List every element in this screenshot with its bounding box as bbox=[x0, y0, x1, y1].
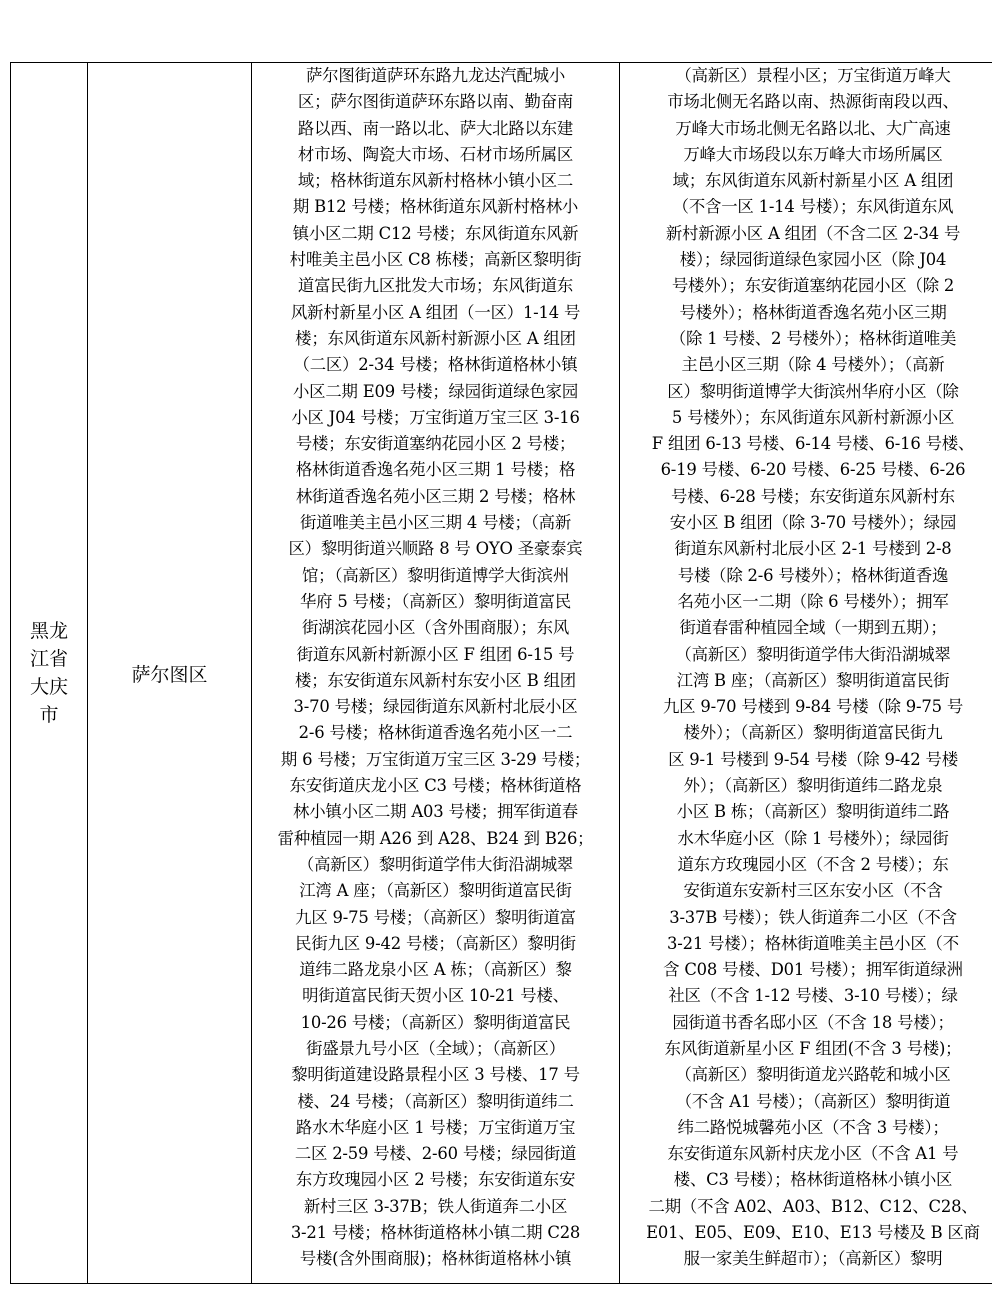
text-line: F 组团 6-13 号楼、6-14 号楼、6-16 号楼、 bbox=[651, 434, 975, 454]
text-line: 二区 2-59 号楼、2-60 号楼；绿园街道 bbox=[294, 1144, 577, 1164]
table-row bbox=[11, 63, 992, 1284]
text-line: 号楼外）；东安街道塞纳花园小区（除 2 bbox=[671, 276, 955, 296]
area-list-column-a bbox=[252, 63, 620, 1284]
text-line: 村唯美主邑小区 C8 栋楼；高新区黎明街 bbox=[289, 250, 582, 270]
text-line: 域；东风街道东风新村新星小区 A 组团 bbox=[672, 171, 954, 191]
text-line: 楼、C3 号楼）；格林街道格林小镇小区 bbox=[673, 1170, 953, 1190]
text-line: 街湖滨花园小区（含外围商服）；东风 bbox=[301, 618, 570, 638]
text-line: 格林街道香逸名苑小区三期 1 号楼；格 bbox=[295, 460, 576, 480]
area-list-column-b bbox=[620, 63, 992, 1284]
text-line: 3-21 号楼；格林街道格林小镇二期 C28 bbox=[290, 1223, 581, 1243]
text-line: 新村新源小区 A 组团（不含二区 2-34 号 bbox=[665, 223, 961, 243]
text-line: 2-6 号楼；格林街道香逸名苑小区一二 bbox=[298, 723, 573, 743]
text-line: 萨尔图街道萨环东路九龙达汽配城小 bbox=[305, 66, 566, 85]
text-line: 外）；（高新区）黎明街道纬二路龙泉 bbox=[683, 776, 943, 796]
text-line: 街道春雷种植园全域（一期到五期）； bbox=[679, 618, 947, 638]
text-line: 服一家美生鲜超市）；（高新区）黎明 bbox=[683, 1249, 943, 1269]
text-line: 名苑小区一二期（除 6 号楼外）；拥军 bbox=[677, 591, 949, 611]
text-line: 民街九区 9-42 号楼；（高新区）黎明街 bbox=[295, 933, 576, 953]
text-line: 期 6 号楼；万宝街道万宝三区 3-29 号楼； bbox=[280, 749, 591, 769]
text-line: 万峰大市场段以东万峰大市场所属区 bbox=[683, 144, 943, 164]
text-line: 东方玫瑰园小区 2 号楼；东安街道东安 bbox=[295, 1170, 576, 1190]
text-line: 楼；东安街道东风新村东安小区 B 组团 bbox=[295, 670, 576, 690]
text-line: 道东方玫瑰园小区（不含 2 号楼）；东 bbox=[677, 854, 949, 874]
text-line: 道富民街九区批发大市场；东风街道东 bbox=[297, 276, 574, 296]
text-line: 江湾 B 座；（高新区）黎明街道富民街 bbox=[676, 670, 950, 690]
text-line: 市场北侧无名路以南、热源街南段以西、 bbox=[667, 92, 959, 112]
text-line: 路水木华庭小区 1 号楼；万宝街道万宝 bbox=[295, 1117, 576, 1137]
text-line: 楼、24 号楼；（高新区）黎明街道纬二 bbox=[297, 1091, 574, 1111]
text-line: 楼；东风街道东风新村新源小区 A 组团 bbox=[295, 328, 576, 348]
text-line: 明街道富民街天贺小区 10-21 号楼、 bbox=[302, 986, 569, 1006]
text-line: 万峰大市场北侧无名路以北、大广高速 bbox=[675, 118, 951, 138]
text-line: 东安街道东风新村庆龙小区（不含 A1 号 bbox=[667, 1144, 959, 1164]
text-line: （高新区）黎明街道学伟大街沿湖城翠 bbox=[675, 644, 951, 664]
text-line: 东安街道庆龙小区 C3 号楼；格林街道格 bbox=[289, 776, 582, 796]
text-line: 水木华庭小区（除 1 号楼外）；绿园街 bbox=[677, 828, 949, 848]
text-line: 楼外）；（高新区）黎明街道富民街九 bbox=[683, 723, 943, 743]
text-line: 雷种植园一期 A26 到 A28、B24 到 B26； bbox=[277, 828, 594, 848]
text-line: 道纬二路龙泉小区 A 栋；（高新区）黎 bbox=[299, 960, 572, 980]
text-line: 路以西、南一路以北、萨大北路以东建 bbox=[297, 118, 574, 138]
text-line: 6-19 号楼、6-20 号楼、6-25 号楼、6-26 bbox=[660, 460, 966, 480]
text-line: 二期（不含 A02、A03、B12、C12、C28、 bbox=[648, 1196, 978, 1216]
province-label: 黑龙江省大庆市 bbox=[29, 620, 68, 726]
district-label: 萨尔图区 bbox=[131, 663, 208, 686]
area-list-b-text bbox=[626, 63, 992, 1273]
text-line: 含 C08 号楼、D01 号楼）；拥军街道绿洲 bbox=[663, 960, 963, 980]
text-line: 5 号楼外）；东风街道东风新村新源小区 bbox=[671, 407, 955, 427]
text-line: 区；萨尔图街道萨环东路以南、勤奋南 bbox=[297, 92, 574, 112]
text-line: （高新区）景程小区；万宝街道万峰大 bbox=[675, 66, 951, 85]
text-line: 社区（不含 1-12 号楼、3-10 号楼）；绿 bbox=[668, 986, 958, 1006]
area-list-a-text bbox=[258, 63, 613, 1273]
text-line: 九区 9-75 号楼；（高新区）黎明街道富 bbox=[295, 907, 576, 927]
text-line: 号楼外）；格林街道香逸名苑小区三期 bbox=[679, 302, 947, 322]
text-line: 街盛景九号小区（全域）；（高新区） bbox=[306, 1038, 565, 1058]
text-line: （高新区）黎明街道学伟大街沿湖城翠 bbox=[297, 854, 574, 874]
text-line: 华府 5 号楼；（高新区）黎明街道富民 bbox=[299, 591, 572, 611]
province-cell bbox=[11, 63, 88, 1284]
text-line: 馆；（高新区）黎明街道博学大街滨州 bbox=[301, 565, 570, 585]
text-line: 期 B12 号楼；格林街道东风新村格林小 bbox=[292, 197, 579, 217]
text-line: 风新村新星小区 A 组团（一区）1-14 号 bbox=[290, 302, 581, 322]
text-line: E01、E05、E09、E10、E13 号楼及 B 区商 bbox=[646, 1223, 980, 1243]
text-line: （除 1 号楼、2 号楼外）；格林街道唯美 bbox=[669, 328, 957, 348]
text-line: （不含 A1 号楼）；（高新区）黎明街道 bbox=[675, 1091, 951, 1111]
text-line: 主邑小区三期（除 4 号楼外）；（高新 bbox=[681, 355, 945, 375]
text-line: 3-21 号楼）；格林街道唯美主邑小区（不 bbox=[667, 933, 959, 953]
text-line: 材市场、陶瓷大市场、石材市场所属区 bbox=[297, 144, 574, 164]
text-line: 楼）；绿园街道绿色家园小区（除 J04 bbox=[679, 250, 947, 270]
text-line: 号楼、6-28 号楼；东安街道东风新村东 bbox=[671, 486, 955, 506]
text-line: 园街道书香名邸小区（不含 18 号楼）； bbox=[672, 1012, 954, 1032]
text-line: 纬二路悦城馨苑小区（不含 3 号楼）； bbox=[677, 1117, 949, 1137]
text-line: 3-37B 号楼）；铁人街道奔二小区（不含 bbox=[669, 907, 957, 927]
district-cell bbox=[88, 63, 252, 1284]
text-line: 小区二期 E09 号楼；绿园街道绿色家园 bbox=[292, 381, 579, 401]
text-line: 小区 J04 号楼；万宝街道万宝三区 3-16 bbox=[291, 407, 580, 427]
text-line: 安小区 B 组团（除 3-70 号楼外）；绿园 bbox=[669, 513, 957, 533]
text-line: 区）黎明街道兴顺路 8 号 OYO 圣豪泰宾 bbox=[288, 539, 583, 559]
text-line: 号楼(含外围商服)；格林街道格林小镇 bbox=[299, 1249, 572, 1269]
text-line: （二区）2-34 号楼；格林街道格林小镇 bbox=[293, 355, 578, 375]
text-line: （不含一区 1-14 号楼）；东风街道东风 bbox=[672, 197, 954, 217]
text-line: （高新区）黎明街道龙兴路乾和城小区 bbox=[675, 1065, 951, 1085]
text-line: 域；格林街道东风新村格林小镇小区二 bbox=[297, 171, 574, 191]
text-line: 区 9-1 号楼到 9-54 号楼（除 9-42 号楼 bbox=[668, 749, 958, 769]
text-line: 林小镇小区二期 A03 号楼；拥军街道春 bbox=[293, 802, 578, 822]
text-line: 街道东风新村北辰小区 2-1 号楼到 2-8 bbox=[674, 539, 952, 559]
text-line: 街道东风新村新源小区 F 组团 6-15 号 bbox=[296, 644, 575, 664]
text-line: 新村三区 3-37B；铁人街道奔二小区 bbox=[303, 1196, 568, 1216]
text-line: 东风街道新星小区 F 组团(不含 3 号楼)； bbox=[664, 1038, 962, 1058]
risk-area-table bbox=[10, 62, 992, 1284]
text-line: 3-70 号楼；绿园街道东风新村北辰小区 bbox=[293, 697, 578, 717]
text-line: 号楼；东安街道塞纳花园小区 2 号楼； bbox=[295, 434, 576, 454]
text-line: 街道唯美主邑小区三期 4 号楼；（高新 bbox=[299, 513, 572, 533]
text-line: 区）黎明街道博学大街滨州华府小区（除 bbox=[667, 381, 959, 401]
text-line: 九区 9-70 号楼到 9-84 号楼（除 9-75 号 bbox=[662, 697, 964, 717]
text-line: 江湾 A 座；（高新区）黎明街道富民街 bbox=[299, 881, 572, 901]
text-line: 镇小区二期 C12 号楼；东风街道东风新 bbox=[292, 223, 579, 243]
text-line: 号楼（除 2-6 号楼外）；格林街道香逸 bbox=[677, 565, 949, 585]
text-line: 10-26 号楼；（高新区）黎明街道富民 bbox=[300, 1012, 571, 1032]
text-line: 安街道东安新村三区东安小区（不含 bbox=[683, 881, 943, 901]
text-line: 林街道香逸名苑小区三期 2 号楼；格林 bbox=[295, 486, 576, 506]
text-line: 黎明街道建设路景程小区 3 号楼、17 号 bbox=[291, 1065, 580, 1085]
text-line: 小区 B 栋；（高新区）黎明街道纬二路 bbox=[676, 802, 950, 822]
